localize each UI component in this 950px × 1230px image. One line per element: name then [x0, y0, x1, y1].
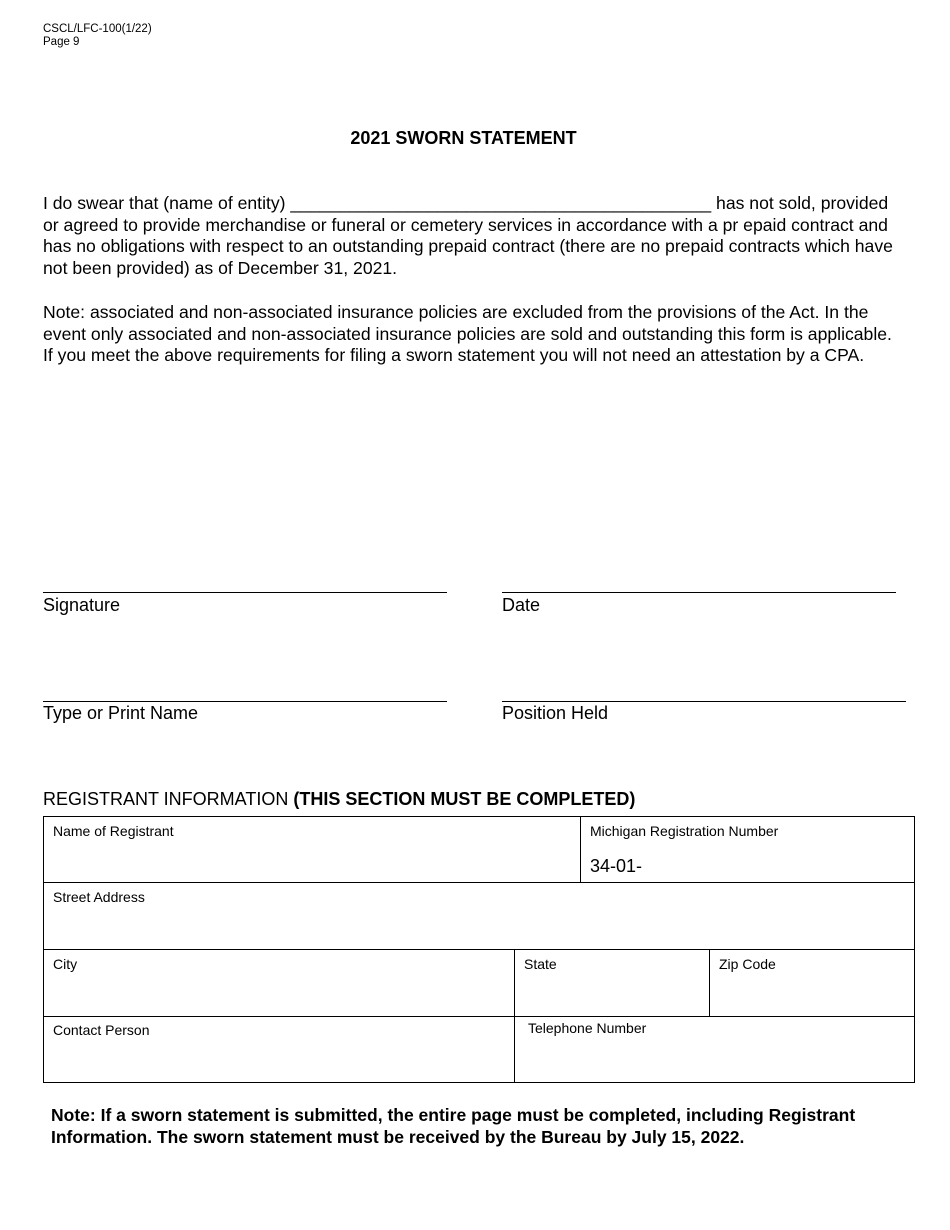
- state-field[interactable]: [515, 950, 710, 1017]
- registrant-section-title: [43, 789, 635, 810]
- page-title: 2021 SWORN STATEMENT: [350, 128, 577, 148]
- telephone-label: Telephone Number: [528, 1020, 647, 1036]
- registration-number-field[interactable]: [581, 817, 915, 883]
- registrant-table: [43, 816, 915, 1083]
- state-label: State: [524, 956, 557, 972]
- registration-number-value: 34-01-: [590, 856, 643, 876]
- registration-number-label: Michigan Registration Number: [590, 823, 779, 839]
- signature-line[interactable]: [43, 592, 447, 593]
- signature-label: Signature: [43, 595, 121, 615]
- zip-code-field[interactable]: [710, 950, 915, 1017]
- registrant-name-field[interactable]: [44, 817, 581, 883]
- contact-person-field[interactable]: [44, 1017, 515, 1083]
- note-paragraph: Note: associated and non-associated insurance policies are excluded from the provisions of the Act. In the event only associated and non-associated insurance policies are sold and outstanding this form is applicable. If you meet the above requirements for filing a sworn statement you will not need an attestation by a CPA.: [43, 302, 892, 366]
- registrant-name-label: Name of Registrant: [53, 823, 174, 839]
- form-header: [43, 23, 152, 49]
- position-held-label: Position Held: [502, 703, 609, 723]
- registrant-title-note: (THIS SECTION MUST BE COMPLETED): [293, 789, 636, 809]
- submission-note: Note: If a sworn statement is submitted, the entire page must be completed, including Registrant Information. The sworn statement must be received by the Bureau by July 15, 2022.: [51, 1105, 856, 1147]
- print-name-line[interactable]: [43, 701, 447, 702]
- date-line[interactable]: [502, 592, 896, 593]
- print-name-label: Type or Print Name: [43, 703, 199, 723]
- zip-code-label: Zip Code: [719, 956, 776, 972]
- telephone-field[interactable]: [515, 1017, 915, 1083]
- registrant-title-text: REGISTRANT INFORMATION: [43, 789, 289, 809]
- street-address-field[interactable]: [44, 883, 915, 950]
- date-label: Date: [502, 595, 541, 615]
- form-id: CSCL/LFC-100(1/22): [43, 23, 152, 35]
- contact-person-label: Contact Person: [53, 1022, 150, 1038]
- city-field[interactable]: [44, 950, 515, 1017]
- page-number: Page 9: [43, 36, 80, 48]
- street-address-label: Street Address: [53, 889, 145, 905]
- city-label: City: [53, 956, 78, 972]
- position-held-line[interactable]: [502, 701, 906, 702]
- sworn-statement-paragraph: I do swear that (name of entity) ___________________________________________ has not sold, provided or agreed to provide merchandise or funeral or cemetery services in accordance with a pr epaid contract and has no obligations with respect to an outstanding prepaid contract (there are no prepaid contracts which have not been provided) as of December 31, 2021.: [43, 193, 893, 279]
